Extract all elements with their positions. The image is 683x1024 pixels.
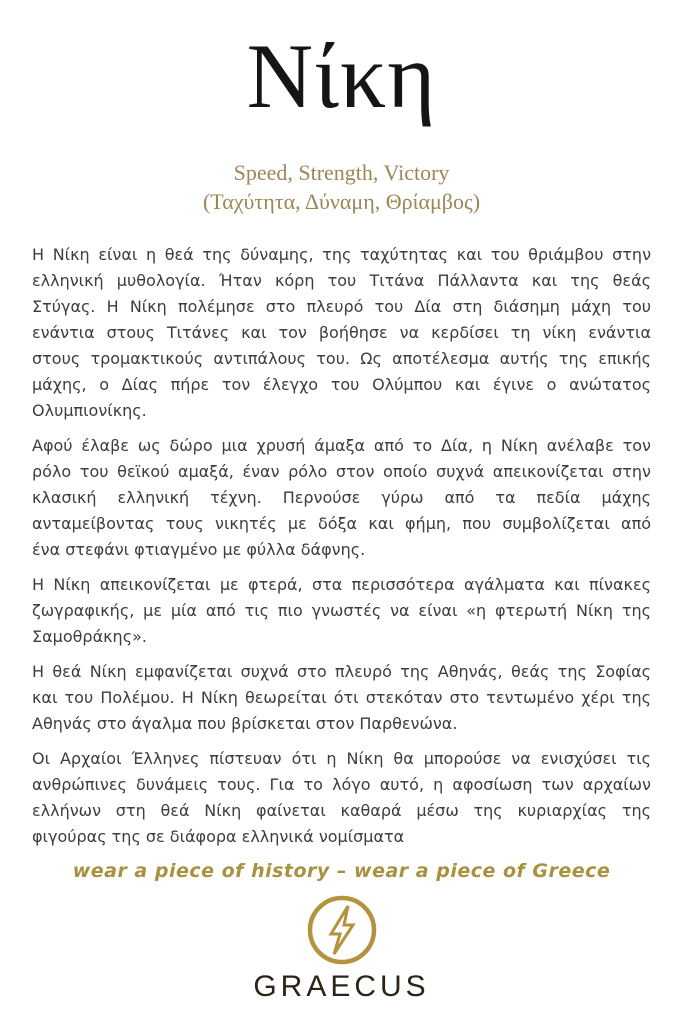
paragraph-line: Αφού έλαβε ως δώρο μια χρυσή άμαξα από το Δία, η Νίκη ανέλαβε τον [32, 436, 651, 455]
paragraph-line: Αθηνάς στο άγαλμα που βρίσκεται στον Παρθενώνα. [32, 714, 458, 733]
subtitle-english: Speed, Strength, Victory [233, 160, 450, 185]
paragraph-line: ανθρώπινες δυνάμεις τους. Για το λόγο αυτό, η αφοσίωση των αρχαίων [32, 775, 651, 794]
paragraph-line: ελληνική μυθολογία. Ήταν κόρη του Τιτάνα Πάλλαντα και της θεάς [32, 271, 651, 290]
paragraph-line: Σαμοθράκης». [32, 627, 147, 646]
paragraph-line: ρόλο του θεϊκού αμαξά, έναν ρόλο στον οποίο συχνά απεικονίζεται στην [32, 462, 651, 481]
page-title: Νίκη [246, 25, 437, 127]
paragraph-line: ζωγραφικής, με μία από τις πιο γνωστές να είναι «η φτερωτή Νίκη της [32, 601, 651, 620]
body-paragraphs [32, 242, 651, 850]
subtitle [0, 158, 683, 216]
brand-name: GRAECUS [253, 970, 430, 1003]
paragraph-line: μάχης, ο Δίας πήρε τον έλεγχο του Ολύμπου και έγινε ο ανώτατος [32, 375, 651, 394]
lightning-bolt-icon [304, 892, 380, 968]
paragraph-line: στους τρομακτικούς αντιπάλους του. Ως αποτέλεσμα αυτής της επικής [32, 349, 651, 368]
paragraph [32, 746, 651, 850]
paragraph-line: ανταμείβοντας τους νικητές με δόξα και φήμη, που συμβολίζεται από [32, 514, 651, 533]
paragraph-line: και του Πολέμου. Η Νίκη θεωρείται ότι στεκόταν στο τεντωμένο χέρι της [32, 688, 651, 707]
paragraph-line: Η Νίκη είναι η θεά της δύναμης, της ταχύτητας και του θριάμβου στην [32, 245, 651, 264]
paragraph-line: Η θεά Νίκη εμφανίζεται συχνά στο πλευρό της Αθηνάς, θεάς της Σοφίας [32, 662, 651, 681]
paragraph-line: ελλήνων στη θεά Νίκη φαίνεται καθαρά μέσω της κυριαρχίας της [32, 801, 651, 820]
graecus-logo [0, 892, 683, 1004]
paragraph [32, 433, 651, 563]
paragraph-line: φιγούρας της σε διάφορα ελληνικά νομίσματα [32, 827, 405, 846]
paragraph [32, 572, 651, 650]
paragraph-line: Στύγας. Η Νίκη πολέμησε στο πλευρό του Δία στη διάσημη μάχη του [32, 297, 651, 316]
paragraph [32, 659, 651, 737]
paragraph-line: κλασική ελληνική τέχνη. Περνούσε γύρω από τα πεδία μάχης [32, 488, 651, 507]
paragraph [32, 242, 651, 424]
paragraph-line: Ολυμπιονίκης. [32, 401, 147, 420]
paragraph-line: ένα στεφάνι φτιαγμένο με φύλλα δάφνης. [32, 540, 366, 559]
paragraph-line: ενάντια στους Τιτάνες και τον βοήθησε να κερδίσει τη νίκη ενάντια [32, 323, 651, 342]
paragraph-line: Η Νίκη απεικονίζεται με φτερά, στα περισσότερα αγάλματα και πίνακες [32, 575, 651, 594]
paragraph-line: Οι Αρχαίοι Έλληνες πίστευαν ότι η Νίκη θα μπορούσε να ενισχύσει τις [32, 749, 651, 768]
tagline: wear a piece of history – wear a piece of Greece [72, 860, 611, 882]
subtitle-greek: (Ταχύτητα, Δύναμη, Θρίαμβος) [202, 189, 481, 214]
